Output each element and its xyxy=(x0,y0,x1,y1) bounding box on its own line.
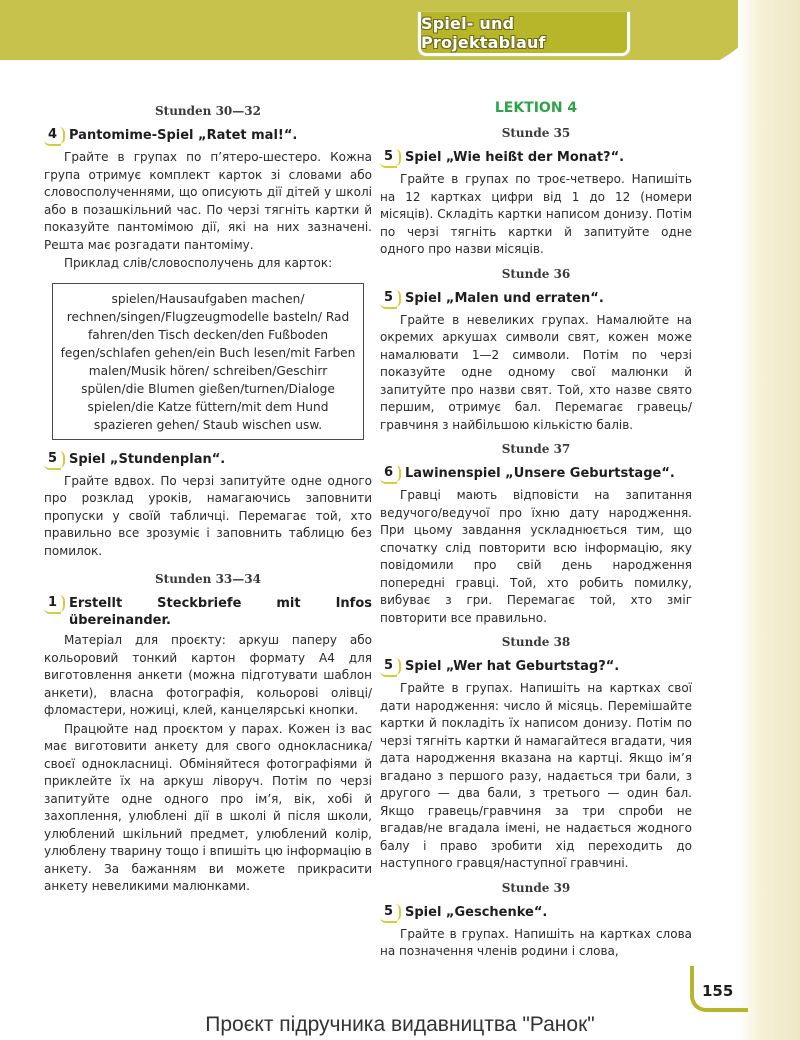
session-heading: Stunde 38 xyxy=(501,635,571,649)
task-heading xyxy=(44,594,372,629)
task-number: 5 xyxy=(380,657,405,677)
session-heading: Stunde 37 xyxy=(501,442,571,456)
session-heading: Stunden 30—32 xyxy=(155,104,261,118)
paragraph: Приклад слів/словосполучень для карток: xyxy=(64,256,333,270)
page-number: 155 xyxy=(702,982,734,1000)
paragraph: Грайте вдвох. По черзі запитуйте одне одного про розклад уроків, намагаючись заповнити пропуски у своїй табличці. Перемагає той, хто правильно все зрозуміє і заповнить таблицю без помилок. xyxy=(44,473,372,558)
task-title: Spiel „Stundenplan“. xyxy=(69,451,226,467)
paragraph: Матеріал для проєкту: аркуш паперу або кольоровий тонкий картон формату А4 для виготовлення анкети (можна підготувати шаблон анкети), власна фотографія, кольорові олівці/фломастери, ножиці, клей, канцелярські кнопки. xyxy=(44,633,372,717)
header-tab xyxy=(418,12,630,56)
task-number: 5 xyxy=(44,450,69,470)
header-band xyxy=(0,0,800,62)
task-heading xyxy=(44,126,372,146)
left-column xyxy=(44,96,372,897)
session-heading: Stunde 36 xyxy=(501,266,571,281)
paragraph: Грайте в невеликих групах. Намалюйте на окремих аркушах символи свят, кожен може намалювати 1—2 символи. Потім по черзі показуйте одне одному свої малюнки й запитуйте про назви свят. Той, хто назве свято першим, отримує бал. Перемагає гравець/гравчиня з найбільшою кількістю балів. xyxy=(380,312,692,432)
lektion-heading: LEKTION 4 xyxy=(494,100,578,116)
task-number: 5 xyxy=(380,903,405,923)
footer-caption: Проєкт підручника видавництва "Ранок" xyxy=(205,1013,595,1036)
header-curve-shape xyxy=(0,0,800,62)
task-title: Erstellt Steckbriefe mit Infos übereinander. xyxy=(69,596,372,628)
paragraph: Грайте в групах по троє-четверо. Напишіть на 12 картках цифри від 1 до 12 (номери місяців). Складіть картки написом донизу. Потім по черзі тягніть картки й запитуйте одне одного про назви місяців. xyxy=(380,172,692,256)
paragraph: Грайте в групах по п’ятеро-шестеро. Кожна група отримує комплект карток зі словами або словосполученнями, що описують дії дітей у школі або в позашкільний час. По черзі тягніть картки й показуйте пантомімою дії, які на них зазначені. Решта має розгадати пантоміму. xyxy=(44,150,372,252)
paragraph: Гравці мають відповісти на запитання ведучого/ведучої про їхню дату народження. При цьому завдання ускладнюється тим, що спочатку слід повторити всю інформацію, яку повідомили про свій день народження попередні гравці. Той, хто робить помилку, вибуває з гри. Перемагає той, хто зміг повторити все правильно. xyxy=(380,488,692,625)
task-heading xyxy=(380,903,692,923)
task-heading xyxy=(380,657,692,677)
task-heading xyxy=(380,148,692,168)
right-column xyxy=(380,96,692,962)
task-number: 1 xyxy=(44,594,69,614)
paragraph: Працюйте над проєктом у парах. Кожен із вас має виготовити анкету для свого однокласника/своєї однокласниці. Обміняйтеся фотографіями й приклейте їх на аркуш ліворуч. Потім по черзі запитуйте одне одного про ім’я, вік, хобі й захоплення, улюблені дії в школі й після школи, улюблений шкільний предмет, улюблений колір, улюблену тварину тощо і впишіть цю інформацію в анкету. За бажанням ви можете прикрасити анкету невеликими малюнками. xyxy=(44,721,372,893)
task-heading xyxy=(44,450,372,470)
header-title: Spiel- und Projektablauf xyxy=(421,13,546,52)
right-margin-strip xyxy=(738,0,800,1040)
task-title: Spiel „Malen und erraten“. xyxy=(405,290,604,306)
task-title: Pantomime-Spiel „Ratet mal!“. xyxy=(69,128,298,143)
session-heading: Stunden 33—34 xyxy=(155,572,261,586)
task-heading xyxy=(380,464,692,484)
session-heading: Stunde 35 xyxy=(501,126,571,140)
task-title: Spiel „Wer hat Geburtstag?“. xyxy=(405,659,620,674)
paragraph: Грайте в групах. Напишіть на картках слова на позначення членів родини і слова, xyxy=(380,926,692,958)
task-title: Spiel „Wie heißt der Monat?“. xyxy=(405,150,625,165)
task-title: Lawinenspiel „Unsere Geburtstage“. xyxy=(405,466,675,481)
task-heading xyxy=(380,289,692,309)
task-number: 4 xyxy=(44,126,69,146)
word-list-box: spielen/Hausaufgaben machen/ rechnen/singen/Flugzeugmodelle basteln/ Rad fahren/den Tisch decken/den Fußboden fegen/schlafen gehen/ein Buch lesen/mit Farben malen/Musik hören/ schreiben/Geschirr spülen/die Blumen gießen/turnen/Dialoge spielen/die Katze füttern/mit dem Hund spazieren gehen/ Staub wischen usw. xyxy=(52,283,364,440)
task-number: 5 xyxy=(380,289,405,309)
paragraph: Грайте в групах. Напишіть на картках свої дати народження: число й місяць. Перемішайте картки й покладіть їх написом донизу. Потім по черзі тягніть картки й намагайтеся вгадати, чия дата народження вказана на картці. Якщо ім’я вгадано з першого разу, надається три бали, з другого — два бали, з третього — один бал. Якщо гравець/гравчиня за три спроби не вгадав/не вгадала імені, не надається жодного балу і право зробити хід переходить до наступного гравця/наступної гравчині. xyxy=(380,681,692,870)
task-number: 6 xyxy=(380,464,405,484)
session-heading: Stunde 39 xyxy=(501,880,571,895)
task-title: Spiel „Geschenke“. xyxy=(405,904,548,920)
task-number: 5 xyxy=(380,148,405,168)
